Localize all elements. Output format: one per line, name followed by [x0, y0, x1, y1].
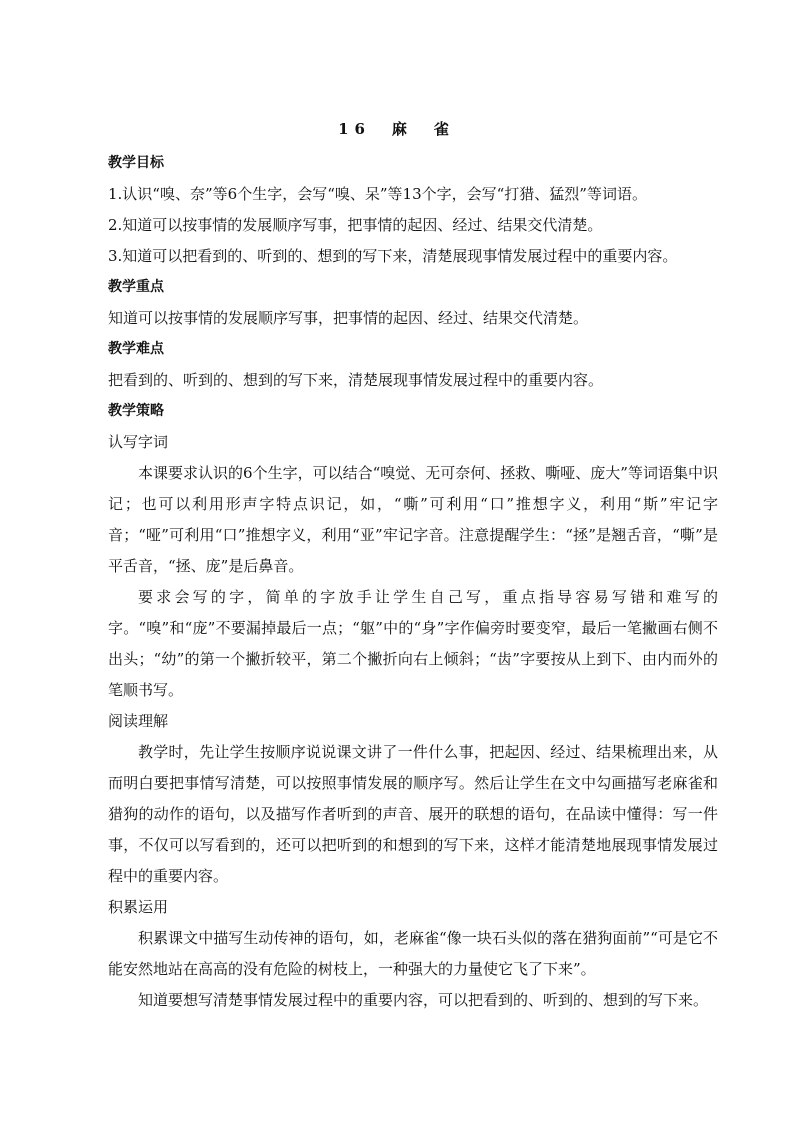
application-paragraph-2: 知道要想写清楚事情发展过程中的重要内容，可以把看到的、听到的、想到的写下来。 — [138, 991, 709, 1009]
goal-item-3: 3.知道可以把看到的、听到的、想到的写下来，清楚展现事情发展过程中的重要内容。 — [108, 247, 678, 265]
document-body — [108, 148, 718, 1016]
reading-paragraph-1: 教学时，先让学生按顺序说说课文讲了一件什么事，把起因、经过、结果梳理出来，从而明白要把事情写清楚，可以按照事情发展的顺序写。然后让学生在文中勾画描写老麻雀和猎狗的动作的语句，以及描写作者听到的声音、展开的联想的语句，在品读中懂得：写一件事，不仅可以写看到的，还可以把听到的和想到的写下来，这样才能清楚地展现事情发展过程中的重要内容。 — [108, 743, 718, 885]
page-title: 16 麻 雀 — [338, 120, 455, 138]
section-heading-strategy: 教学策略 — [108, 403, 164, 419]
section-heading-difficulties: 教学难点 — [108, 341, 164, 357]
difficulties-text: 把看到的、听到的、想到的写下来，清楚展现事情发展过程中的重要内容。 — [108, 371, 604, 389]
literacy-paragraph-2: 要求会写的字，简单的字放手让学生自己写，重点指导容易写错和难写的字。“嗅”和“庞”不要漏掉最后一点；“躯”中的“身”字作偏旁时要变窄，最后一笔撇画右侧不出头；“幼”的第一个撇折较平，第二个撇折向右上倾斜；“齿”字要按从上到下、由内而外的笔顺书写。 — [108, 588, 718, 699]
literacy-paragraph-1: 本课要求认识的6个生字，可以结合“嗅觉、无可奈何、拯救、嘶哑、庞大”等词语集中识记；也可以利用形声字特点识记，如，“嘶”可利用“口”推想字义，利用“斯”牢记字音；“哑”可利用“口”推想字义，利用“亚”牢记字音。注意提醒学生：“拯”是翘舌音，“嘶”是平舌音，“拯、庞”是后鼻音。 — [108, 464, 718, 575]
subheading-application: 积累运用 — [108, 898, 169, 916]
subheading-literacy: 认写字词 — [108, 433, 169, 451]
goal-item-1: 1.认识“嗅、奈”等6个生字，会写“嗅、呆”等13个字，会写“打猎、猛烈”等词语。 — [108, 185, 647, 203]
key-points-text: 知道可以按事情的发展顺序写事，把事情的起因、经过、结果交代清楚。 — [108, 309, 589, 327]
application-paragraph-1: 积累课文中描写生动传神的语句，如，老麻雀“像一块石头似的落在猎狗面前”“可是它不能安然地站在高高的没有危险的树枝上，一种强大的力量使它飞了下来”。 — [108, 929, 718, 978]
section-heading-key-points: 教学重点 — [108, 279, 164, 295]
subheading-reading: 阅读理解 — [108, 712, 169, 730]
goal-item-2: 2.知道可以按事情的发展顺序写事，把事情的起因、经过、结果交代清楚。 — [108, 216, 603, 234]
section-heading-goals: 教学目标 — [108, 155, 164, 171]
